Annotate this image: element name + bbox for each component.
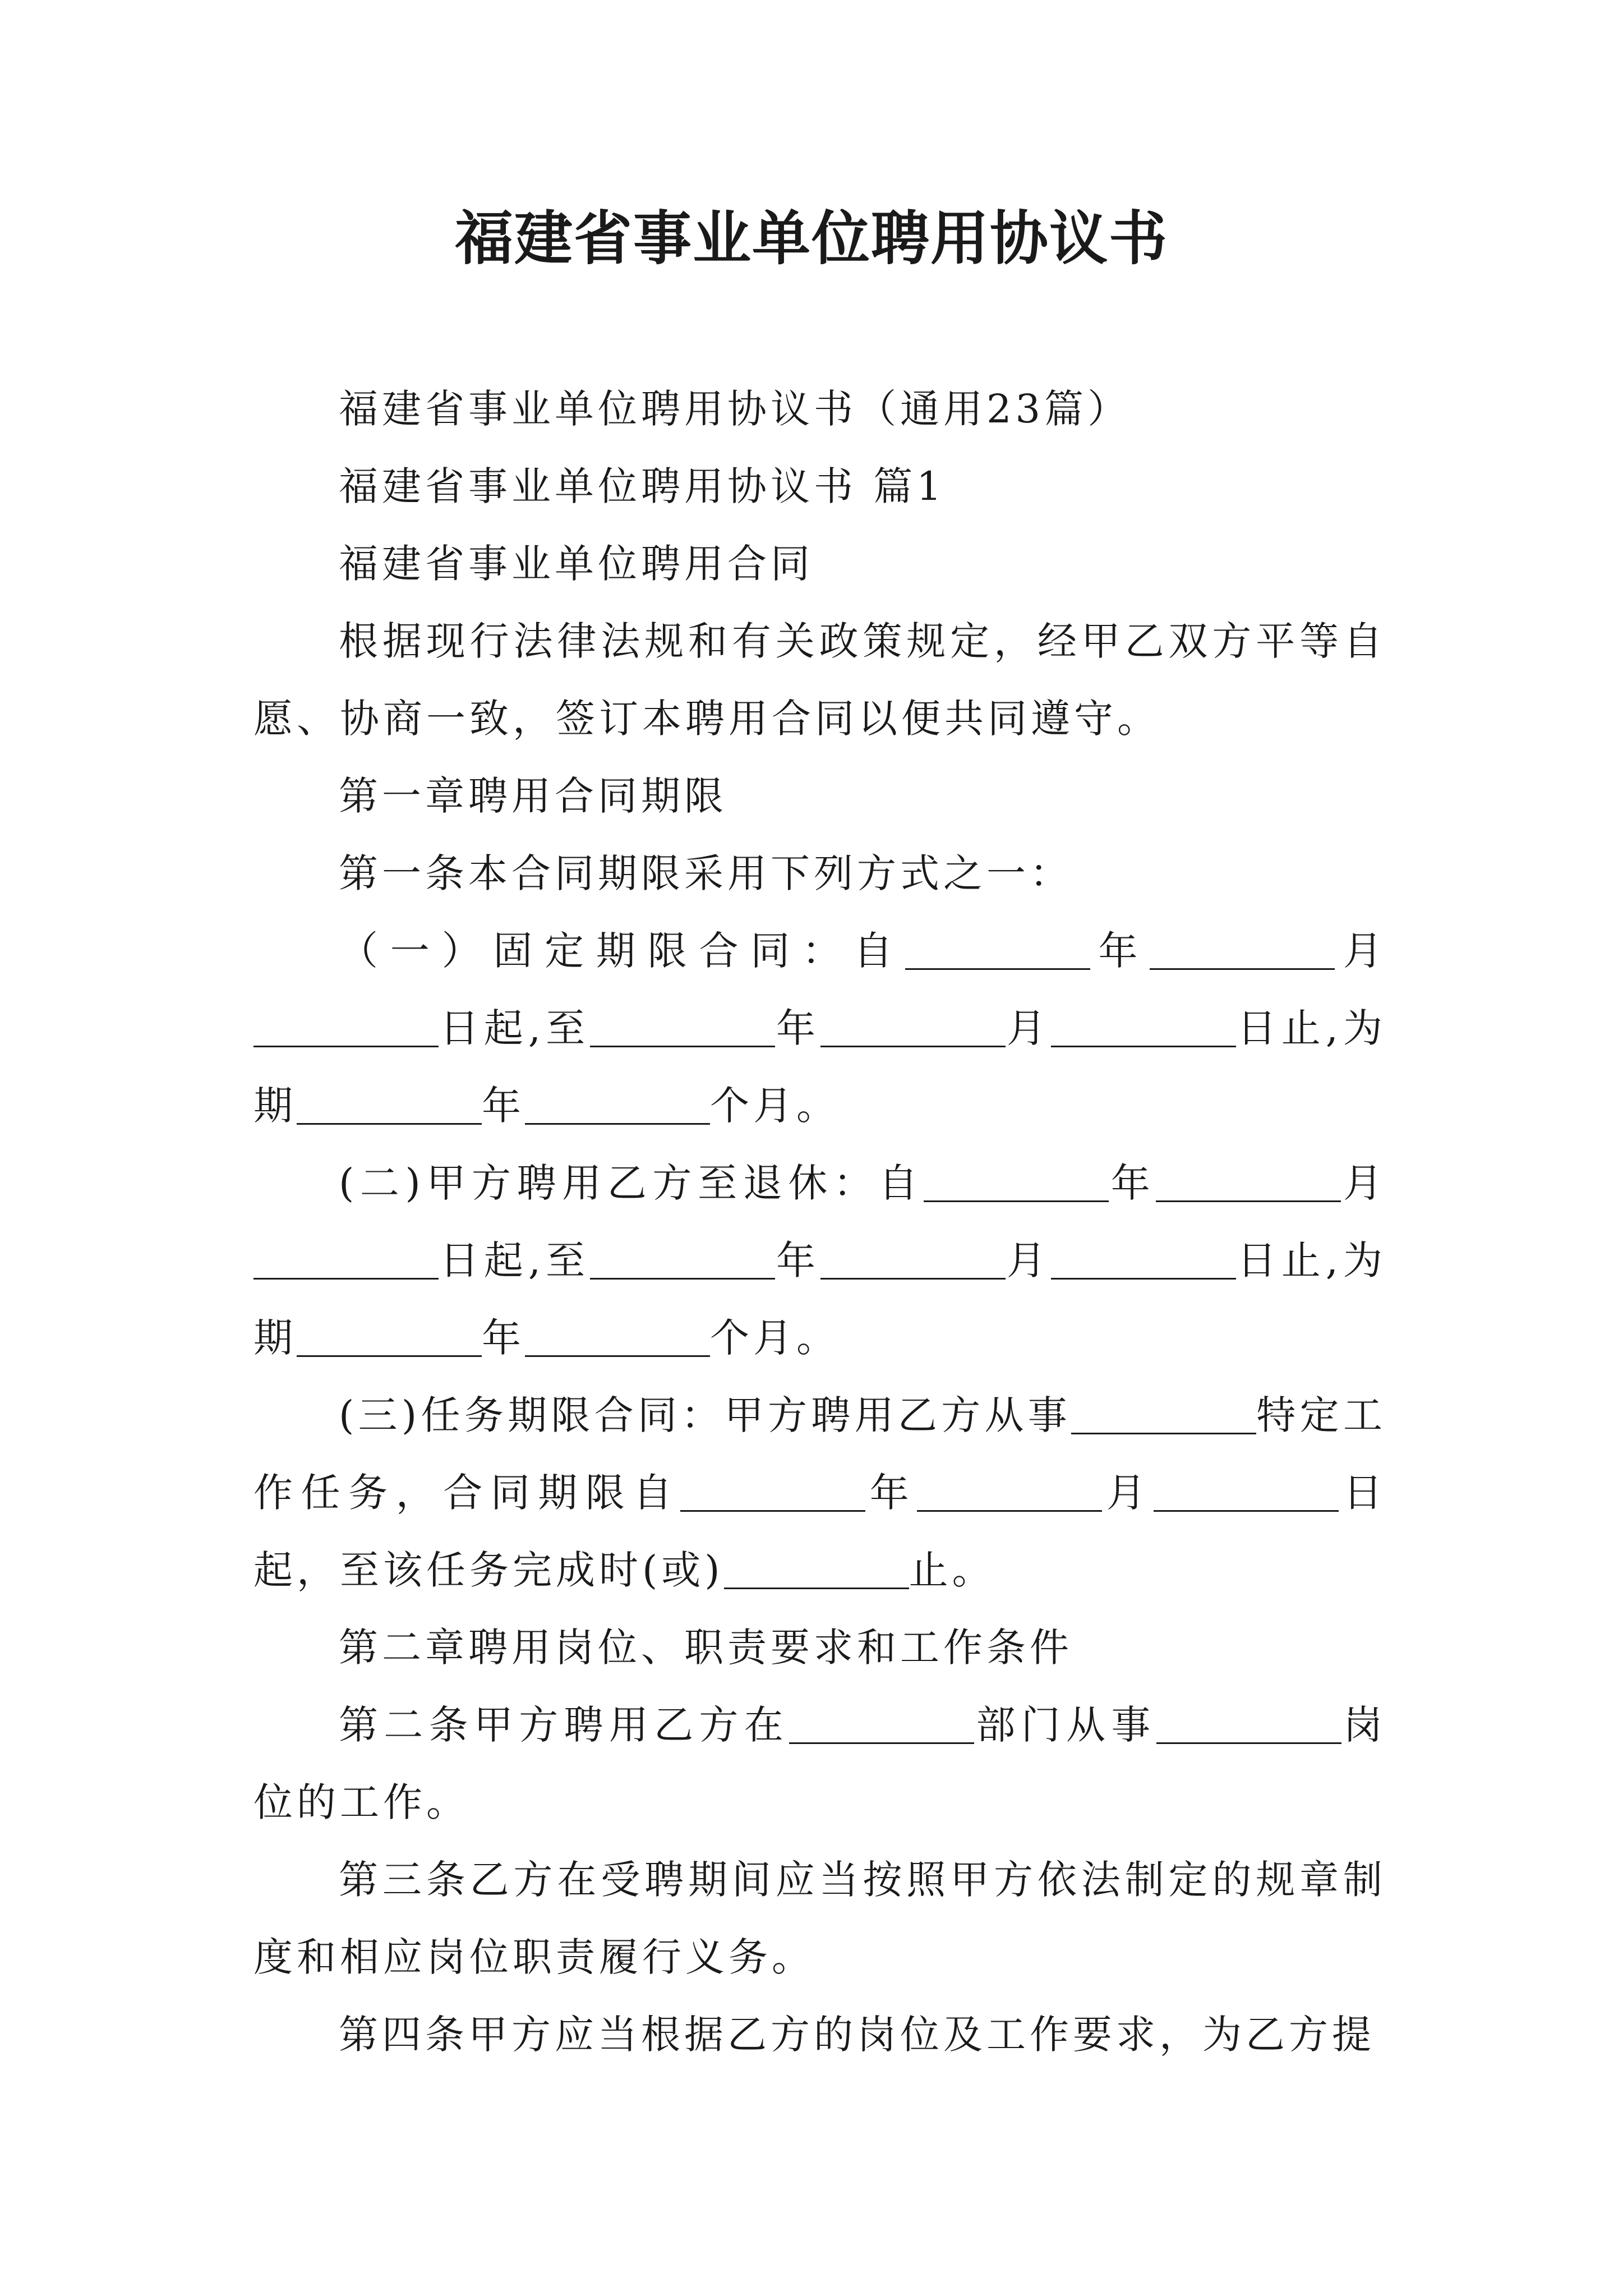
document-body [253, 370, 1386, 2073]
subtitle-paragraph: 福建省事业单位聘用协议书（通用23篇） [339, 386, 1131, 432]
section-heading: 福建省事业单位聘用协议书 篇1 [339, 463, 946, 509]
clause-text: (二)甲方聘用乙方至退休：自 [339, 1160, 924, 1206]
clause-task-term [253, 1377, 1386, 1609]
fill-blank[interactable] [1071, 1393, 1256, 1434]
preamble-paragraph: 根据现行法律法规和有关政策规定，经甲乙双方平等自愿、协商一致，签订本聘用合同以便共同遵守。 [253, 618, 1386, 742]
clause-text: 年 [482, 1315, 525, 1361]
fill-blank[interactable] [680, 1471, 865, 1512]
fill-blank[interactable] [590, 1239, 775, 1280]
fill-blank[interactable] [724, 1548, 909, 1589]
fill-blank[interactable] [525, 1316, 710, 1357]
clause-text: 月 [1005, 1237, 1051, 1283]
article-three-paragraph: 第三条乙方在受聘期间应当按照甲方依法制定的规章制度和相应岗位职责履行义务。 [253, 1857, 1386, 1980]
fill-blank[interactable] [1156, 1703, 1341, 1744]
clause-text: 月 [1102, 1470, 1154, 1516]
clause-text: 年 [865, 1470, 917, 1516]
fill-blank[interactable] [525, 1084, 710, 1125]
fill-blank[interactable] [297, 1084, 482, 1125]
fill-blank[interactable] [1051, 1239, 1236, 1280]
fill-blank[interactable] [1150, 929, 1335, 970]
article-two-paragraph [253, 1686, 1386, 1841]
fill-blank[interactable] [253, 1239, 439, 1280]
contract-heading: 福建省事业单位聘用合同 [339, 541, 814, 587]
document-title: 福建省事业单位聘用协议书 [454, 204, 1168, 273]
clause-text: 日起,至 [439, 1005, 591, 1051]
clause-text: 日止,为期 [253, 1237, 1386, 1361]
fill-blank[interactable] [1154, 1471, 1339, 1512]
clause-text: （一）固定期限合同：自 [339, 928, 905, 974]
fill-blank[interactable] [917, 1471, 1102, 1512]
clause-text: 年 [1109, 1160, 1156, 1206]
clause-until-retirement [253, 1144, 1386, 1377]
article-four-paragraph: 第四条甲方应当根据乙方的岗位及工作要求，为乙方提 [339, 2012, 1375, 2058]
clause-text: 止。 [909, 1547, 995, 1593]
clause-text: 岗位的工作。 [253, 1702, 1386, 1825]
clause-text: 年 [775, 1237, 820, 1283]
fill-blank[interactable] [789, 1703, 974, 1744]
chapter-one-heading: 第一章聘用合同期限 [339, 773, 727, 819]
fill-blank[interactable] [1051, 1006, 1236, 1047]
clause-text: 年 [775, 1005, 820, 1051]
clause-text: 月 [1005, 1005, 1051, 1051]
clause-text: (三)任务期限合同：甲方聘用乙方从事 [339, 1392, 1072, 1438]
chapter-two-heading: 第二章聘用岗位、职责要求和工作条件 [339, 1625, 1073, 1671]
clause-text: 部门从事 [974, 1702, 1156, 1748]
clause-text: 个月。 [710, 1083, 840, 1129]
clause-text: 年 [482, 1083, 525, 1129]
fill-blank[interactable] [1156, 1161, 1341, 1202]
fill-blank[interactable] [297, 1316, 482, 1357]
clause-text: 日止,为期 [253, 1005, 1386, 1129]
fill-blank[interactable] [820, 1239, 1006, 1280]
clause-text: 个月。 [710, 1315, 840, 1361]
article-one-paragraph: 第一条本合同期限采用下列方式之一： [339, 850, 1073, 896]
fill-blank[interactable] [924, 1161, 1109, 1202]
clause-fixed-term [253, 912, 1386, 1144]
fill-blank[interactable] [905, 929, 1090, 970]
clause-text: 第二条甲方聘用乙方在 [339, 1702, 790, 1748]
fill-blank[interactable] [820, 1006, 1006, 1047]
fill-blank[interactable] [253, 1006, 439, 1047]
clause-text: 日起，至该任务完成时(或) [253, 1470, 1387, 1593]
fill-blank[interactable] [590, 1006, 775, 1047]
clause-text: 特定工作任务，合同期限自 [253, 1392, 1387, 1516]
clause-text: 月 [1335, 928, 1387, 974]
clause-text: 年 [1090, 928, 1150, 974]
clause-text: 月 [1341, 1160, 1387, 1206]
clause-text: 日起,至 [439, 1237, 591, 1283]
